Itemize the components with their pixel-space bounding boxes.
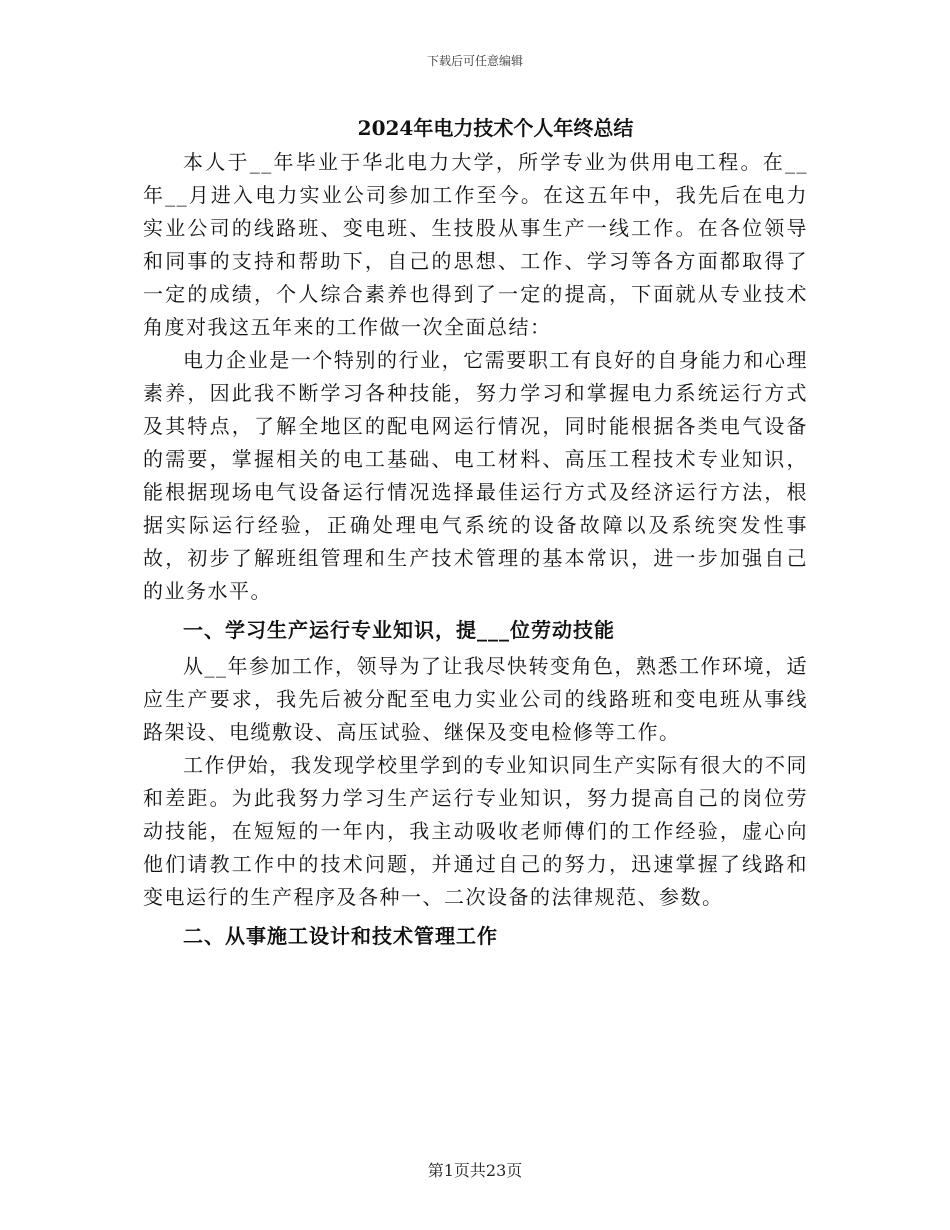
document-title: 2024年电力技术个人年终总结 xyxy=(357,116,634,140)
header-note: 下载后可任意编辑 xyxy=(426,54,523,68)
paragraph-section1-b: 工作伊始，我发现学校里学到的专业知识同生产实际有很大的不同和差距。为此我努力学习生产运行专业知识，努力提高自己的岗位劳动技能，在短短的一年内，我主动吸收老师傅们的工作经验，虚心向他们请教工作中的技术问题，并通过自己的努力，迅速掌握了线路和变电运行的生产程序及各种一、二次设备的法律规范、参数。 xyxy=(143,753,808,909)
document-body xyxy=(143,110,808,956)
section-heading-2: 二、从事施工设计和技术管理工作 xyxy=(183,924,498,948)
paragraph-intro: 本人于__年毕业于华北电力大学，所学专业为供用电工程。在__年__月进入电力实业公司参加工作至今。在这五年中，我先后在电力实业公司的线路班、变电班、生技股从事生产一线工作。在各位领导和同事的支持和帮助下，自己的思想、工作、学习等各方面都取得了一定的成绩，个人综合素养也得到了一定的提高，下面就从专业技术角度对我这五年来的工作做一次全面总结： xyxy=(143,150,808,339)
paragraph-section1-a: 从__年参加工作，领导为了让我尽快转变角色，熟悉工作环境，适应生产要求，我先后被分配至电力实业公司的线路班和变电班从事线路架设、电缆敷设、高压试验、继保及变电检修等工作。 xyxy=(143,654,808,744)
paragraph-industry: 电力企业是一个特别的行业，它需要职工有良好的自身能力和心理素养，因此我不断学习各种技能，努力学习和掌握电力系统运行方式及其特点，了解全地区的配电网运行情况，同时能根据各类电气设备的需要，掌握相关的电工基础、电工材料、高压工程技术专业知识，能根据现场电气设备运行情况选择最佳运行方式及经济运行方法，根据实际运行经验，正确处理电气系统的设备故障以及系统突发性事故，初步了解班组管理和生产技术管理的基本常识，进一步加强自己的业务水平。 xyxy=(143,348,808,603)
page-indicator: 第1页共23页 xyxy=(427,1161,523,1180)
section-heading-1: 一、学习生产运行专业知识，提___位劳动技能 xyxy=(183,618,615,642)
